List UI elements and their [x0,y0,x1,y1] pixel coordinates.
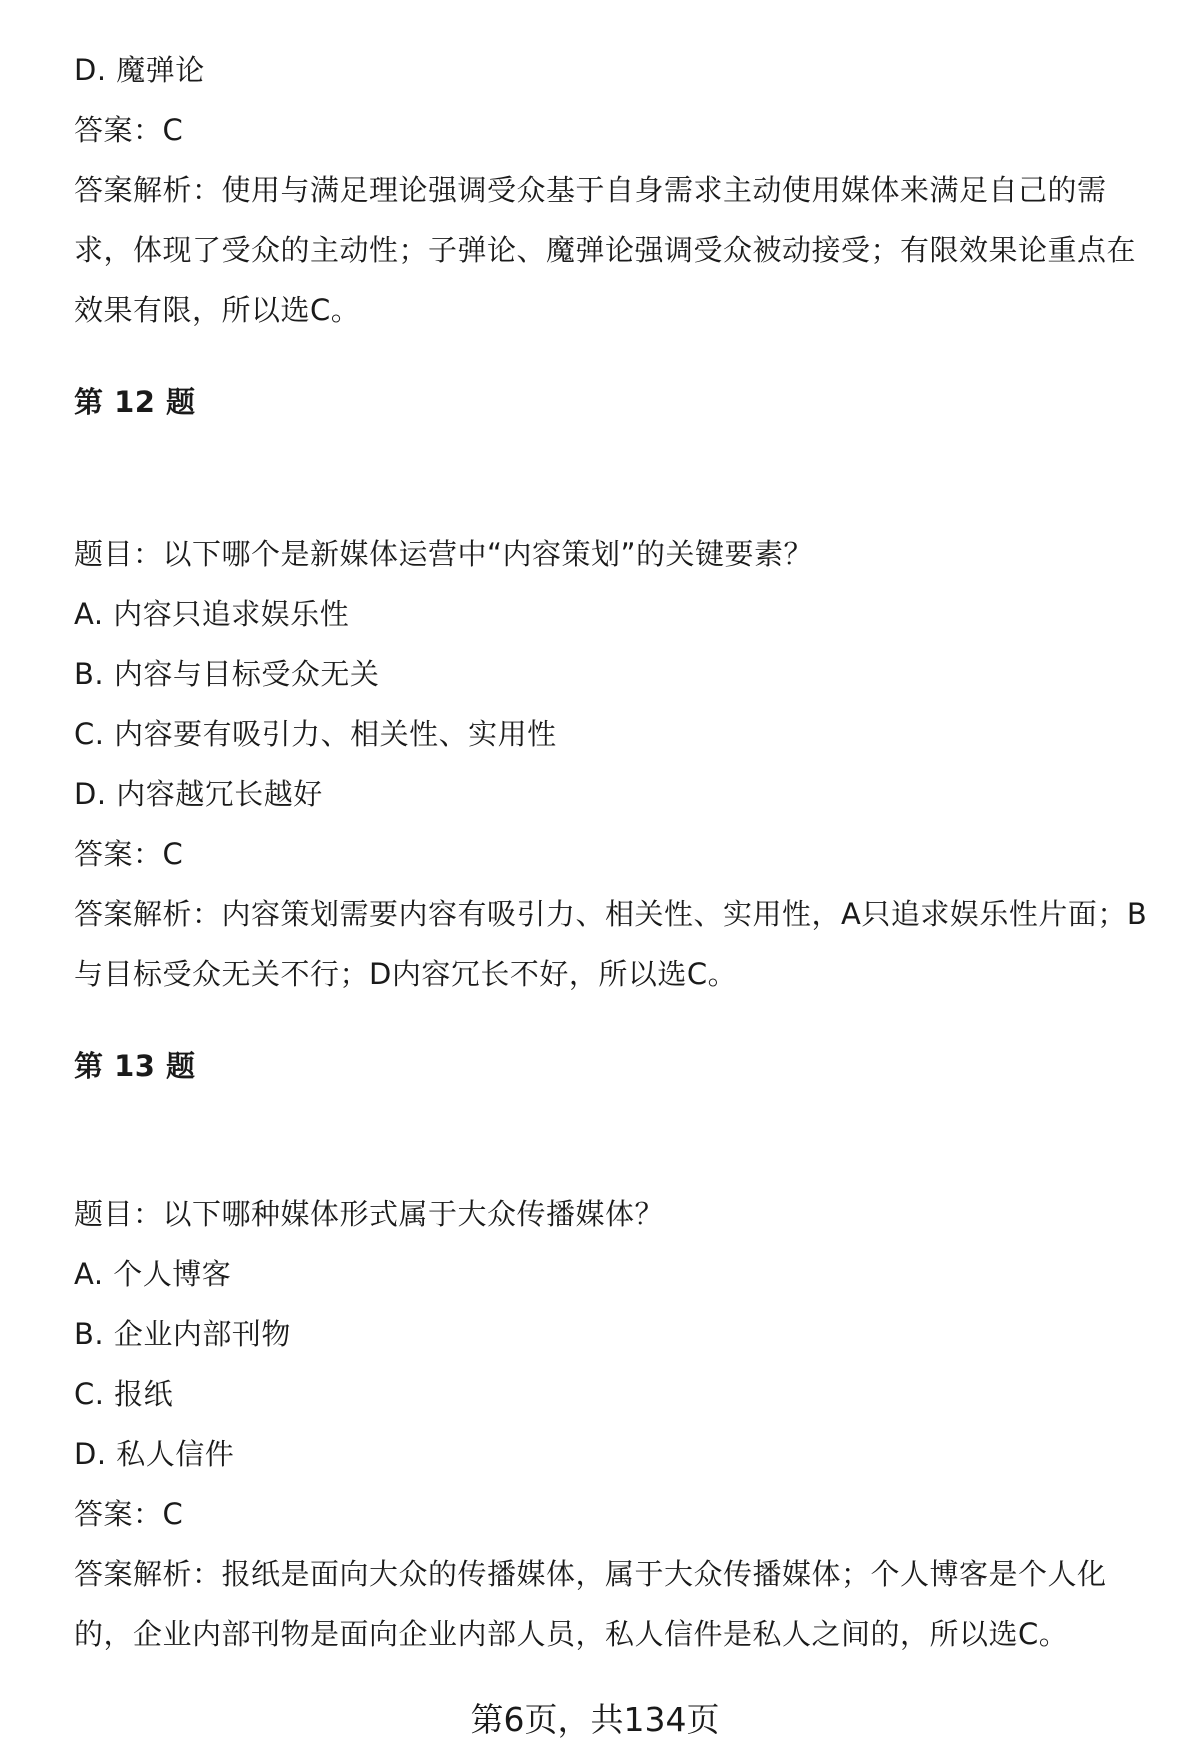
question-13-option-d: D. 私人信件 [74,1437,235,1471]
question-13-option-c: C. 报纸 [74,1377,174,1411]
prev-explanation-line-3: 效果有限，所以选C。 [74,293,361,327]
prev-explanation-line-1: 答案解析：使用与满足理论强调受众基于自身需求主动使用媒体来满足自己的需 [74,173,1107,207]
question-13-option-a: A. 个人博客 [74,1257,232,1291]
question-12-text: 题目：以下哪个是新媒体运营中“内容策划”的关键要素？ [74,537,814,571]
prev-answer: 答案：C [74,113,184,147]
question-12-option-b: B. 内容与目标受众无关 [74,657,380,691]
question-12-option-c: C. 内容要有吸引力、相关性、实用性 [74,717,557,751]
question-12-answer: 答案：C [74,837,184,871]
question-13-explanation-line-2: 的，企业内部刊物是面向企业内部人员，私人信件是私人之间的，所以选C。 [74,1617,1069,1651]
question-12-option-d: D. 内容越冗长越好 [74,777,323,811]
prev-explanation-line-2: 求，体现了受众的主动性；子弹论、魔弹论强调受众被动接受；有限效果论重点在 [74,233,1137,267]
question-13-option-b: B. 企业内部刊物 [74,1317,291,1351]
question-13-heading: 第 13 题 [74,1049,196,1083]
question-13-explanation-line-1: 答案解析：报纸是面向大众的传播媒体，属于大众传播媒体；个人博客是个人化 [74,1557,1107,1591]
question-12-option-a: A. 内容只追求娱乐性 [74,597,350,631]
question-12-explanation-line-2: 与目标受众无关不行；D内容冗长不好，所以选C。 [74,957,738,991]
question-13-text: 题目：以下哪种媒体形式属于大众传播媒体？ [74,1197,665,1231]
page-number-footer: 第6页，共134页 [470,1700,720,1739]
question-13-answer: 答案：C [74,1497,184,1531]
question-12-heading: 第 12 题 [74,385,196,419]
prev-option-d: D. 魔弹论 [74,53,205,87]
question-12-explanation-line-1: 答案解析：内容策划需要内容有吸引力、相关性、实用性，A只追求娱乐性片面；B [74,897,1148,931]
